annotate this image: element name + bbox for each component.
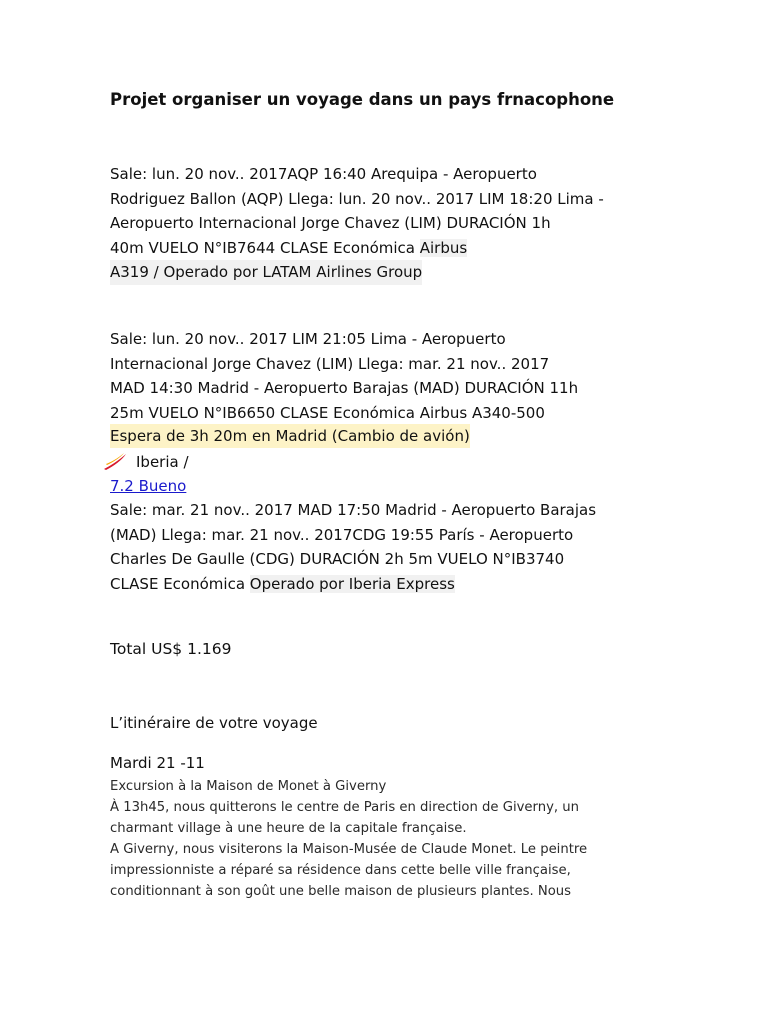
itinerary-heading: L’itinéraire de votre voyage [110, 714, 318, 732]
iberia-logo-icon [102, 452, 128, 472]
flight-1-line-4 [110, 236, 670, 261]
layover-notice: Espera de 3h 20m en Madrid (Cambio de avión) [110, 424, 470, 448]
day-description [110, 776, 670, 902]
flight-2-line-1: Sale: lun. 20 nov.. 2017 LIM 21:05 Lima - Aeropuerto [110, 330, 506, 348]
flight-3-line-2: (MAD) Llega: mar. 21 nov.. 2017CDG 19:55 París - Aeropuerto [110, 525, 574, 544]
flight-1-line-2: Rodriguez Ballon (AQP) Llega: lun. 20 nov.. 2017 LIM 18:20 Lima - [110, 189, 604, 208]
flight-2-line-2: Internacional Jorge Chavez (LIM) Llega: mar. 21 nov.. 2017 [110, 354, 550, 373]
flight-3-line-1: Sale: mar. 21 nov.. 2017 MAD 17:50 Madrid - Aeropuerto Barajas [110, 501, 597, 519]
description-line-6: conditionnant à son goût une belle maison de plusieurs plantes. Nous [110, 884, 572, 899]
flight-1-line-1: Sale: lun. 20 nov.. 2017AQP 16:40 Arequipa - Aeropuerto [110, 165, 537, 183]
flight-2-details [110, 327, 670, 425]
total-price: Total US$ 1.169 [110, 640, 232, 658]
flight-3-details [110, 498, 670, 596]
flight-3-line-3: Charles De Gaulle (CDG) DURACIÓN 2h 5m VUELO N°IB3740 [110, 550, 565, 568]
flight-3-line-4 [110, 572, 670, 597]
airline-rating-link[interactable]: 7.2 Bueno [110, 477, 187, 495]
flight-3-line-4-text: CLASE Económica [110, 574, 250, 593]
airline-name: Iberia / [136, 453, 189, 471]
airline-row [102, 450, 189, 474]
flight-1-line-5: A319 / Operado por LATAM Airlines Group [110, 260, 422, 285]
flight-1-line-3: Aeropuerto Internacional Jorge Chavez (LIM) DURACIÓN 1h [110, 214, 551, 232]
description-line-1: Excursion à la Maison de Monet à Giverny [110, 779, 387, 794]
flight-2-line-3: MAD 14:30 Madrid - Aeropuerto Barajas (MAD) DURACIÓN 11h [110, 379, 579, 397]
description-line-4: A Giverny, nous visiterons la Maison-Musée de Claude Monet. Le peintre [110, 842, 588, 857]
day-heading: Mardi 21 -11 [110, 754, 205, 772]
document-title: Projet organiser un voyage dans un pays frnacophone [110, 90, 615, 109]
flight-1-details [110, 162, 670, 285]
description-line-2: À 13h45, nous quitterons le centre de Paris en direction de Giverny, un [110, 800, 579, 815]
description-line-3: charmant village à une heure de la capitale française. [110, 821, 467, 836]
flight-3-operator-highlight: Operado por Iberia Express [249, 574, 455, 593]
flight-1-aircraft-highlight: Airbus [419, 238, 468, 257]
description-line-5: impressionniste a réparé sa résidence dans cette belle ville française, [110, 863, 571, 878]
flight-2-line-4: 25m VUELO N°IB6650 CLASE Económica Airbus A340-500 [110, 403, 545, 422]
flight-1-line-4-text: 40m VUELO N°IB7644 CLASE Económica [110, 238, 420, 257]
